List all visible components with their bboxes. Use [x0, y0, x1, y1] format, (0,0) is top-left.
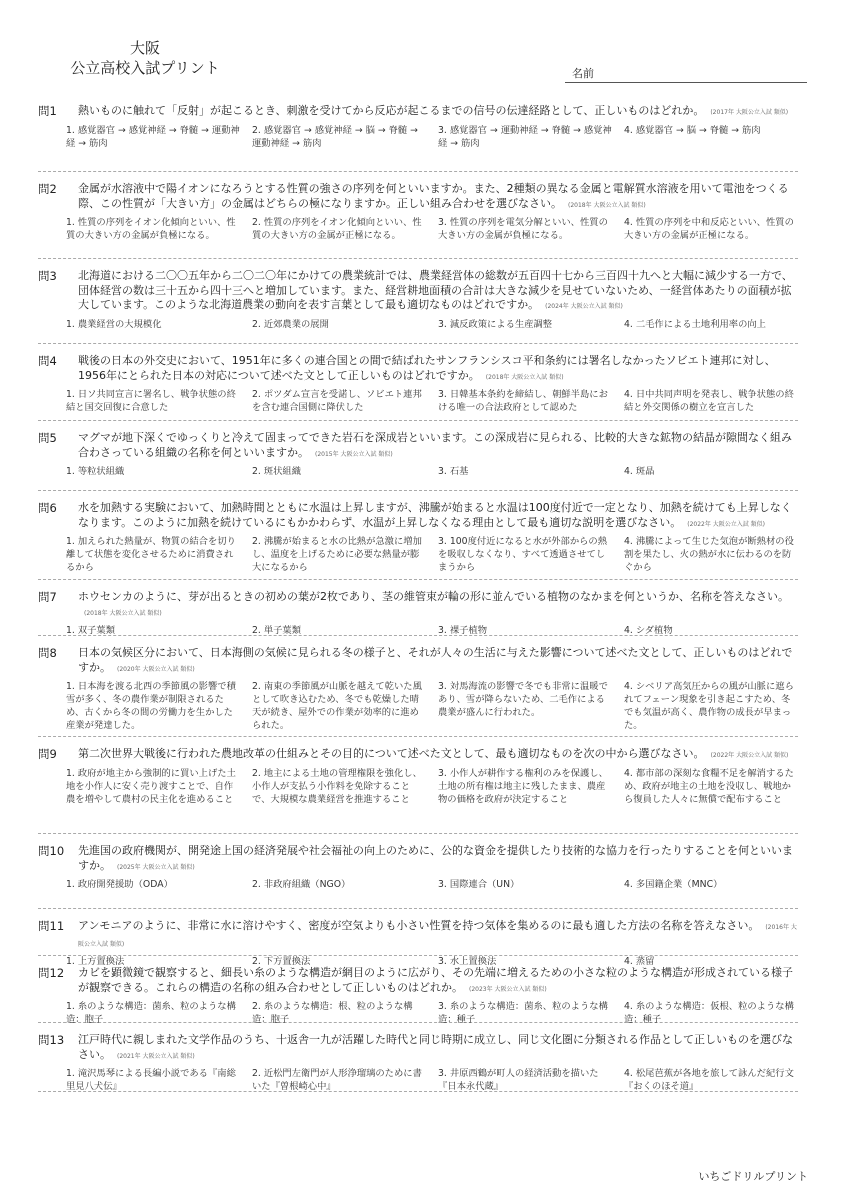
question-source: (2015年 大阪公立入試 類似) [315, 450, 393, 458]
question-head [38, 747, 798, 764]
choice-1[interactable]: 1. 等粒状組織 [66, 466, 125, 477]
choice-2[interactable]: 2. ポツダム宣言を受諾し、ソビエト連邦を含む連合国側に降伏した [252, 389, 422, 413]
question-block [38, 269, 798, 344]
question-text: 第二次世界大戦後に行われた農地改革の仕組みとその目的について述べた文として、最も適切なものを次の中から選びなさい。 [78, 747, 705, 760]
question-head [38, 966, 798, 997]
choice-4[interactable]: 4. 糸のような構造：仮根、粒のような構造：種子 [624, 1001, 794, 1025]
question-block [38, 747, 798, 834]
question-text: 日本の気候区分において、日本海側の気候に見られる冬の様子と、それが人々の生活に与えた影響について述べた文として、正しいものはどれですか。 [78, 646, 793, 674]
question-block [38, 919, 798, 967]
question-text-wrap [78, 501, 798, 532]
choice-3[interactable]: 3. 小作人が耕作する権利のみを保護し、土地の所有権は地主に残したまま、農産物の価格を政府が決定すること [438, 767, 608, 805]
choice-3[interactable]: 3. 感覚器官 → 運動神経 → 脊髄 → 感覚神経 → 筋肉 [438, 124, 612, 149]
choice-list [38, 124, 798, 150]
question-block [38, 590, 798, 636]
question-number: 問6 [38, 501, 57, 515]
question-text-wrap [78, 354, 798, 385]
question-text: 戦後の日本の外交史において、1951年に多くの連合国との間で結ばれたサンフランシスコ平和条約には署名しなかったソビエト連邦に対し、1956年にとられた日本の対応について述べた文として正しいものはどれですか。 [78, 354, 776, 382]
choice-1[interactable]: 1. 政府開発援助（ODA） [66, 879, 173, 890]
question-block [38, 501, 798, 580]
question-head [38, 104, 798, 121]
choice-1[interactable]: 1. 上方置換法 [66, 956, 125, 967]
choice-1[interactable]: 1. 糸のような構造：菌糸、粒のような構造：胞子 [66, 1001, 236, 1025]
question-text: カビを顕微鏡で観察すると、細長い糸のような構造が網目のように広がり、その先端に増えるための小さな粒のような構造が形成されている様子が観察できる。これらの構造の名称の組み合わせとして正しいものはどれか。 [78, 966, 793, 994]
choice-list [38, 680, 798, 732]
choice-4[interactable]: 4. 多国籍企業（MNC） [624, 879, 723, 890]
question-number: 問1 [38, 104, 57, 118]
question-text: 江戸時代に親しまれた文学作品のうち、十返舎一九が活躍した時代と同じ時期に成立し、同じ文化圏に分類される作品として正しいものを選びなさい。 [78, 1033, 793, 1061]
question-text: 北海道における二〇〇五年から二〇二〇年にかけての農業統計では、農業経営体の総数が五百四十七から三百四十九へと大幅に減少する一方で、団体経営の数は三十五から四十三へと増加しています。また、経営耕地面積の合計は大きな減少を見せていないため、一経営体あたりの面積が拡大しています。このような北海道農業の動向を表す言葉として最も適切なものはどれですか。 [78, 269, 793, 311]
choice-list [38, 216, 798, 242]
question-text-wrap [78, 104, 798, 121]
choice-2[interactable]: 2. 近郊農業の展開 [252, 318, 329, 330]
question-text-wrap [78, 844, 798, 875]
choice-3[interactable]: 3. 日韓基本条約を締結し、朝鮮半島における唯一の合法政府として認めた [438, 389, 608, 413]
choice-3[interactable]: 3. 水上置換法 [438, 956, 497, 967]
question-text: ホウセンカのように、芽が出るときの初めの葉が2枚であり、茎の維管束が輪の形に並んでいる植物のなかまを何というか、名称を答えなさい。 [78, 590, 789, 603]
question-head [38, 354, 798, 385]
choice-list [38, 535, 798, 574]
choice-1[interactable]: 1. 双子葉類 [66, 625, 116, 636]
choice-list [38, 767, 798, 806]
name-field[interactable] [565, 82, 807, 83]
choice-4[interactable]: 4. 日中共同声明を発表し、戦争状態の終結と外交関係の樹立を宣言した [624, 389, 794, 413]
question-text: 熱いものに触れて「反射」が起こるとき、刺激を受けてから反応が起こるまでの信号の伝達経路として、正しいものはどれか。 [78, 104, 705, 117]
choice-3[interactable]: 3. 裸子植物 [438, 625, 488, 636]
question-block [38, 966, 798, 1023]
choice-3[interactable]: 3. 石基 [438, 466, 469, 477]
name-label: 名前 [572, 67, 594, 80]
choice-list [38, 624, 798, 637]
question-text-wrap [78, 646, 798, 677]
question-text-wrap [78, 269, 798, 315]
choice-2[interactable]: 2. 下方置換法 [252, 956, 311, 967]
choice-3[interactable]: 3. 国際連合（UN） [438, 879, 520, 890]
question-block [38, 1033, 798, 1092]
question-text-wrap [78, 431, 798, 462]
question-source: (2023年 大阪公立入試 類似) [469, 985, 547, 993]
question-source: (2020年 大阪公立入試 類似) [117, 665, 195, 673]
choice-4[interactable]: 4. 沸騰によって生じた気泡が断熱材の役割を果たし、火の熱が水に伝わるのを防ぐから [624, 536, 794, 573]
choice-3[interactable]: 3. 糸のような構造：菌糸、粒のような構造：種子 [438, 1001, 608, 1025]
choice-4[interactable]: 4. 蒸留 [624, 956, 655, 967]
title-block [60, 38, 230, 78]
page-header [0, 0, 848, 100]
question-text-wrap [78, 1033, 798, 1064]
question-block [38, 431, 798, 491]
choice-4[interactable]: 4. 性質の序列を中和反応といい、性質の大きい方の金属が正極になる。 [624, 217, 794, 241]
question-head [38, 844, 798, 875]
page-title-region: 大阪 [129, 39, 160, 57]
choice-4[interactable]: 4. 松尾芭蕉が各地を旅して詠んだ紀行文『おくのほそ道』 [624, 1068, 794, 1092]
question-block [38, 646, 798, 737]
choice-4[interactable]: 4. 感覚器官 → 脳 → 脊髄 → 筋肉 [624, 124, 761, 136]
choice-4[interactable]: 4. シベリア高気圧からの風が山脈に遮られてフェーン現象を引き起こすため、冬でも気温が高く、農作物の成長が早まった。 [624, 681, 794, 731]
question-head [38, 501, 798, 532]
choice-1[interactable]: 1. 政府が地主から強制的に買い上げた土地を小作人に安く売り渡すことで、自作農を増やして農村の民主化を進めること [66, 767, 236, 805]
question-source: (2025年 大阪公立入試 類似) [117, 863, 195, 871]
question-source: (2018年 大阪公立入試 類似) [84, 609, 162, 617]
choice-3[interactable]: 3. 100度付近になると水が外部からの熱を吸収しなくなり、すべて透過させてしまうから [438, 536, 608, 573]
question-text: アンモニアのように、非常に水に溶けやすく、密度が空気よりも小さい性質を持つ気体を集めるのに最も適した方法の名称を答えなさい。 [78, 919, 760, 932]
choice-list [38, 465, 798, 478]
choice-2[interactable]: 2. 斑状組織 [252, 466, 302, 477]
question-number: 問12 [38, 966, 65, 980]
choice-2[interactable]: 2. 性質の序列をイオン化傾向といい、性質の大きい方の金属が正極になる。 [252, 217, 422, 241]
question-text: マグマが地下深くでゆっくりと冷えて固まってできた岩石を深成岩といいます。この深成岩に見られる、比較的大きな鉱物の結晶が隙間なく組み合わさっている組織の名称を何といいますか。 [78, 431, 793, 459]
choice-3[interactable]: 3. 井原西鶴が町人の経済活動を描いた『日本永代蔵』 [438, 1068, 599, 1092]
question-number: 問4 [38, 354, 57, 368]
question-text-wrap [78, 747, 798, 764]
page-title: 公立高校入試プリント [70, 59, 220, 77]
question-number: 問13 [38, 1033, 65, 1047]
footer-brand: いちごドリルプリント [698, 1170, 808, 1183]
question-text: 先進国の政府機関が、開発途上国の経済発展や社会福祉の向上のために、公的な資金を提供したり技術的な協力を行ったりすることを何といいますか。 [78, 844, 793, 872]
question-text-wrap [78, 919, 798, 952]
question-head [38, 269, 798, 315]
choice-2[interactable]: 2. 地主による土地の管理権限を強化し、小作人が支払う小作料を免除することで、大規模な農業経営を推進すること [252, 767, 422, 805]
choice-2[interactable]: 2. 非政府組織（NGO） [252, 879, 351, 890]
choice-2[interactable]: 2. 近松門左衛門が人形浄瑠璃のために書いた『曽根崎心中』 [252, 1068, 422, 1092]
choice-1[interactable]: 1. 滝沢馬琴による長編小説である『南総里見八犬伝』 [66, 1068, 236, 1092]
question-number: 問2 [38, 182, 57, 196]
choice-1[interactable]: 1. 加えられた熱量が、物質の結合を切り離して状態を変化させるために消費されるから [66, 536, 236, 573]
choice-list [38, 318, 798, 331]
question-text-wrap [78, 966, 798, 997]
question-head [38, 1033, 798, 1064]
question-number: 問11 [38, 919, 65, 933]
question-number: 問3 [38, 269, 57, 283]
question-source: (2017年 大阪公立入試 類似) [710, 109, 789, 116]
question-head [38, 646, 798, 677]
choice-3[interactable]: 3. 減反政策による生産調整 [438, 318, 553, 330]
question-number: 問8 [38, 646, 57, 660]
question-block [38, 182, 798, 259]
choice-1[interactable]: 1. 性質の序列をイオン化傾向といい、性質の大きい方の金属が負極になる。 [66, 217, 236, 241]
choice-1[interactable]: 1. 日本海を渡る北西の季節風の影響で積雪が多く、冬の農作業が制限されるため、古くから冬の間の労働力を生かした産業が発達した。 [66, 681, 236, 731]
question-number: 問10 [38, 844, 65, 858]
choice-2[interactable]: 2. 南東の季節風が山脈を越えて乾いた風として吹き込むため、冬でも乾燥した晴天が続き、屋外での作業が効率的に進められた。 [252, 681, 422, 731]
choice-2[interactable]: 2. 糸のような構造：根、粒のような構造：胞子 [252, 1001, 413, 1025]
question-head [38, 919, 798, 952]
question-source: (2018年 大阪公立入試 類似) [485, 373, 564, 381]
choice-4[interactable]: 4. 斑晶 [624, 466, 655, 477]
question-text: 金属が水溶液中で陽イオンになろうとする性質の強さの序列を何といいますか。また、2種類の異なる金属と電解質水溶液を用いて電池をつくる際、この性質が「大きい方」の金属はどちらの極になりますか。正しい組み合わせを選びなさい。 [78, 182, 789, 210]
choice-3[interactable]: 3. 対馬海流の影響で冬でも非常に温暖であり、雪が降らないため、二毛作による農業が盛んに行われた。 [438, 681, 608, 718]
choice-1[interactable]: 1. 感覚器官 → 感覚神経 → 脊髄 → 運動神経 → 筋肉 [66, 124, 240, 149]
choice-1[interactable]: 1. 農業経営の大規模化 [66, 318, 162, 330]
question-block [38, 104, 798, 172]
question-number: 問7 [38, 590, 57, 604]
question-block [38, 354, 798, 421]
question-number: 問9 [38, 747, 57, 761]
question-head [38, 182, 798, 213]
question-head [38, 431, 798, 462]
choice-list [38, 1067, 798, 1093]
choice-list [38, 388, 798, 414]
question-source: (2022年 大阪公立入試 類似) [710, 752, 789, 759]
choice-4[interactable]: 4. シダ植物 [624, 625, 673, 636]
choice-1[interactable]: 1. 日ソ共同宣言に署名し、戦争状態の終結と国交回復に合意した [66, 389, 236, 413]
question-source: (2016年 大阪公立入試 類似) [78, 924, 797, 948]
question-source: (2024年 大阪公立入試 類似) [545, 303, 623, 310]
choice-4[interactable]: 4. 二毛作による土地利用率の向上 [624, 318, 766, 330]
question-source: (2022年 大阪公立入試 類似) [687, 520, 766, 528]
question-block [38, 844, 798, 909]
choice-3[interactable]: 3. 性質の序列を電気分解といい、性質の大きい方の金属が負極になる。 [438, 217, 608, 241]
choice-list [38, 1000, 798, 1026]
question-head [38, 590, 798, 621]
question-text: 水を加熱する実験において、加熱時間とともに水温は上昇しますが、沸騰が始まると水温は100度付近で一定となり、加熱を続けても上昇しなくなります。このように加熱を続けているにもかかわらず、水温が上昇しなくなる理由として最も適切な説明を選びなさい。 [78, 501, 792, 529]
question-source: (2021年 大阪公立入試 類似) [117, 1052, 195, 1060]
choice-4[interactable]: 4. 都市部の深刻な食糧不足を解消するため、政府が地主の土地を没収し、戦地から復員した人々に無償で配布すること [624, 767, 794, 805]
choice-2[interactable]: 2. 感覚器官 → 感覚神経 → 脳 → 脊髄 → 運動神経 → 筋肉 [252, 124, 418, 149]
choice-list [38, 878, 798, 891]
question-text-wrap [78, 590, 798, 621]
question-number: 問5 [38, 431, 57, 445]
question-list [38, 104, 798, 1102]
question-source: (2018年 大阪公立入試 類似) [568, 201, 646, 209]
choice-2[interactable]: 2. 単子葉類 [252, 625, 302, 636]
question-text-wrap [78, 182, 798, 213]
choice-2[interactable]: 2. 沸騰が始まると水の比熱が急激に増加し、温度を上げるために必要な熱量が膨大になるから [252, 536, 422, 573]
